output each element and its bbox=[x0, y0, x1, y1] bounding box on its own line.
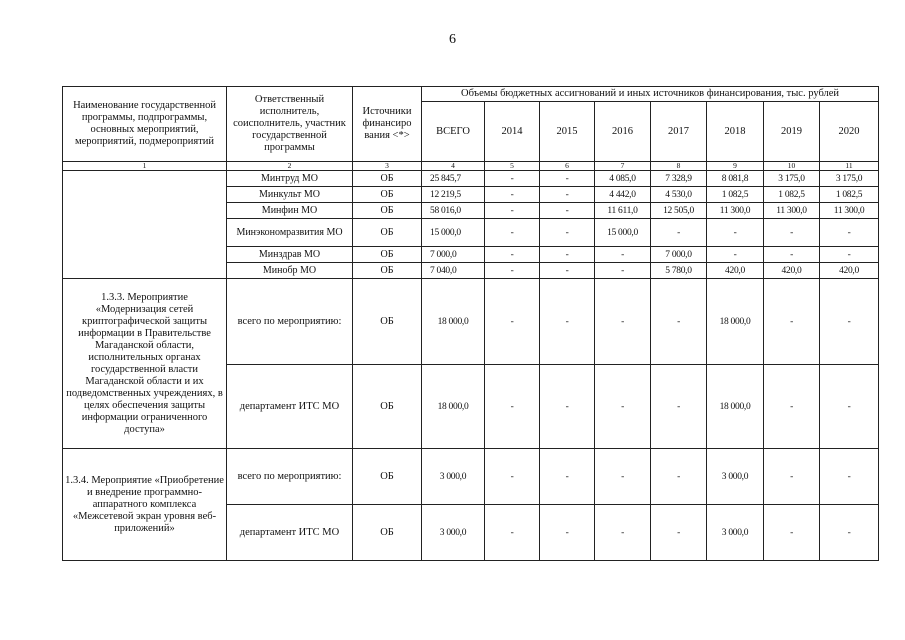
value-cell: - bbox=[764, 365, 820, 449]
value-cell: - bbox=[485, 247, 540, 263]
column-number: 2 bbox=[227, 162, 353, 171]
table-row bbox=[63, 171, 879, 187]
value-cell: - bbox=[485, 187, 540, 203]
value-cell: - bbox=[651, 219, 707, 247]
value-cell: 11 300,0 bbox=[764, 203, 820, 219]
source-cell: ОБ bbox=[353, 247, 422, 263]
source-cell: ОБ bbox=[353, 171, 422, 187]
value-cell: - bbox=[595, 365, 651, 449]
value-cell: - bbox=[540, 505, 595, 561]
executor-cell: Минздрав МО bbox=[227, 247, 353, 263]
value-cell: - bbox=[595, 279, 651, 365]
total-cell: 18 000,0 bbox=[422, 365, 485, 449]
header-year-2016: 2016 bbox=[595, 102, 651, 162]
value-cell: - bbox=[820, 279, 879, 365]
total-cell: 18 000,0 bbox=[422, 279, 485, 365]
header-sources: Источники финансиро вания <*> bbox=[353, 87, 422, 162]
value-cell: - bbox=[485, 505, 540, 561]
value-cell: - bbox=[651, 365, 707, 449]
value-cell: 4 442,0 bbox=[595, 187, 651, 203]
header-year-2015: 2015 bbox=[540, 102, 595, 162]
total-cell: 7 040,0 bbox=[422, 263, 485, 279]
executor-cell: департамент ИТС МО bbox=[227, 505, 353, 561]
total-cell: 25 845,7 bbox=[422, 171, 485, 187]
value-cell: - bbox=[820, 449, 879, 505]
executor-cell: Минфин МО bbox=[227, 203, 353, 219]
source-cell: ОБ bbox=[353, 505, 422, 561]
value-cell: 5 780,0 bbox=[651, 263, 707, 279]
column-number: 8 bbox=[651, 162, 707, 171]
value-cell: - bbox=[764, 247, 820, 263]
value-cell: 3 175,0 bbox=[820, 171, 879, 187]
value-cell: - bbox=[651, 449, 707, 505]
value-cell: 420,0 bbox=[820, 263, 879, 279]
column-number: 9 bbox=[707, 162, 764, 171]
value-cell: 15 000,0 bbox=[595, 219, 651, 247]
executor-cell: Минэкономразвития МО bbox=[227, 219, 353, 247]
value-cell: - bbox=[485, 219, 540, 247]
value-cell: 4 085,0 bbox=[595, 171, 651, 187]
value-cell: 11 300,0 bbox=[707, 203, 764, 219]
column-number-row bbox=[63, 162, 879, 171]
header-year-2014: 2014 bbox=[485, 102, 540, 162]
executor-cell: Минобр МО bbox=[227, 263, 353, 279]
value-cell: - bbox=[764, 449, 820, 505]
header-year-2017: 2017 bbox=[651, 102, 707, 162]
value-cell: - bbox=[540, 449, 595, 505]
value-cell: - bbox=[707, 219, 764, 247]
header-volumes: Объемы бюджетных ассигнований и иных источников финансирования, тыс. рублей bbox=[422, 87, 879, 102]
header-year-2020: 2020 bbox=[820, 102, 879, 162]
value-cell: - bbox=[540, 247, 595, 263]
value-cell: 7 328,9 bbox=[651, 171, 707, 187]
value-cell: 1 082,5 bbox=[764, 187, 820, 203]
value-cell: - bbox=[595, 247, 651, 263]
source-cell: ОБ bbox=[353, 449, 422, 505]
event-name-cell: 1.3.3. Мероприятие «Модернизация сетей криптографической защиты информации в Правительстве Магаданской области, исполнительных органах государственной власти Магаданской области и их подведомственных учреждениях, в целях обеспечения защиты информации ограниченного доступа» bbox=[63, 279, 227, 449]
column-number: 10 bbox=[764, 162, 820, 171]
executor-cell: Минкульт МО bbox=[227, 187, 353, 203]
value-cell: - bbox=[595, 505, 651, 561]
total-cell: 58 016,0 bbox=[422, 203, 485, 219]
source-cell: ОБ bbox=[353, 365, 422, 449]
value-cell: - bbox=[707, 247, 764, 263]
source-cell: ОБ bbox=[353, 187, 422, 203]
value-cell: - bbox=[540, 263, 595, 279]
value-cell: - bbox=[540, 203, 595, 219]
column-number: 7 bbox=[595, 162, 651, 171]
value-cell: - bbox=[540, 279, 595, 365]
value-cell: - bbox=[485, 365, 540, 449]
header-responsible: Ответственный исполнитель, соисполнитель, участник государственной программы bbox=[227, 87, 353, 162]
value-cell: 420,0 bbox=[764, 263, 820, 279]
value-cell: 420,0 bbox=[707, 263, 764, 279]
value-cell: - bbox=[651, 505, 707, 561]
total-cell: 15 000,0 bbox=[422, 219, 485, 247]
value-cell: 1 082,5 bbox=[820, 187, 879, 203]
table-row bbox=[63, 279, 879, 365]
total-cell: 3 000,0 bbox=[422, 449, 485, 505]
page-number: 6 bbox=[449, 32, 456, 47]
column-number: 6 bbox=[540, 162, 595, 171]
column-number: 4 bbox=[422, 162, 485, 171]
header-year-2019: 2019 bbox=[764, 102, 820, 162]
event-name-cell: 1.3.4. Мероприятие «Приобретение и внедрение программно-аппаратного комплекса «Межсетевой экран уровня веб-приложений» bbox=[63, 449, 227, 561]
source-cell: ОБ bbox=[353, 263, 422, 279]
value-cell: - bbox=[540, 365, 595, 449]
value-cell: - bbox=[651, 279, 707, 365]
value-cell: 3 175,0 bbox=[764, 171, 820, 187]
value-cell: - bbox=[820, 219, 879, 247]
executor-cell: всего по мероприятию: bbox=[227, 279, 353, 365]
column-number: 11 bbox=[820, 162, 879, 171]
source-cell: ОБ bbox=[353, 219, 422, 247]
column-number: 5 bbox=[485, 162, 540, 171]
value-cell: - bbox=[485, 171, 540, 187]
header-total: ВСЕГО bbox=[422, 102, 485, 162]
header-year-2018: 2018 bbox=[707, 102, 764, 162]
value-cell: 7 000,0 bbox=[651, 247, 707, 263]
value-cell: - bbox=[764, 219, 820, 247]
column-number: 1 bbox=[63, 162, 227, 171]
value-cell: - bbox=[595, 263, 651, 279]
table-row bbox=[63, 449, 879, 505]
budget-table bbox=[62, 86, 879, 561]
total-cell: 12 219,5 bbox=[422, 187, 485, 203]
empty-name-cell bbox=[63, 171, 227, 279]
value-cell: - bbox=[820, 365, 879, 449]
value-cell: - bbox=[820, 247, 879, 263]
total-cell: 7 000,0 bbox=[422, 247, 485, 263]
value-cell: - bbox=[820, 505, 879, 561]
value-cell: 18 000,0 bbox=[707, 365, 764, 449]
header-name: Наименование государственной программы, подпрограммы, основных мероприятий, мероприятий, подмероприятий bbox=[63, 87, 227, 162]
value-cell: - bbox=[764, 279, 820, 365]
value-cell: 1 082,5 bbox=[707, 187, 764, 203]
value-cell: - bbox=[485, 449, 540, 505]
value-cell: - bbox=[485, 279, 540, 365]
value-cell: 18 000,0 bbox=[707, 279, 764, 365]
value-cell: - bbox=[540, 187, 595, 203]
value-cell: - bbox=[595, 449, 651, 505]
value-cell: - bbox=[764, 505, 820, 561]
value-cell: - bbox=[485, 263, 540, 279]
executor-cell: департамент ИТС МО bbox=[227, 365, 353, 449]
value-cell: 3 000,0 bbox=[707, 505, 764, 561]
value-cell: 11 611,0 bbox=[595, 203, 651, 219]
executor-cell: всего по мероприятию: bbox=[227, 449, 353, 505]
value-cell: 11 300,0 bbox=[820, 203, 879, 219]
total-cell: 3 000,0 bbox=[422, 505, 485, 561]
value-cell: 12 505,0 bbox=[651, 203, 707, 219]
value-cell: 3 000,0 bbox=[707, 449, 764, 505]
value-cell: - bbox=[540, 171, 595, 187]
source-cell: ОБ bbox=[353, 279, 422, 365]
column-number: 3 bbox=[353, 162, 422, 171]
value-cell: - bbox=[540, 219, 595, 247]
value-cell: 8 081,8 bbox=[707, 171, 764, 187]
value-cell: - bbox=[485, 203, 540, 219]
source-cell: ОБ bbox=[353, 203, 422, 219]
executor-cell: Минтруд МО bbox=[227, 171, 353, 187]
value-cell: 4 530,0 bbox=[651, 187, 707, 203]
